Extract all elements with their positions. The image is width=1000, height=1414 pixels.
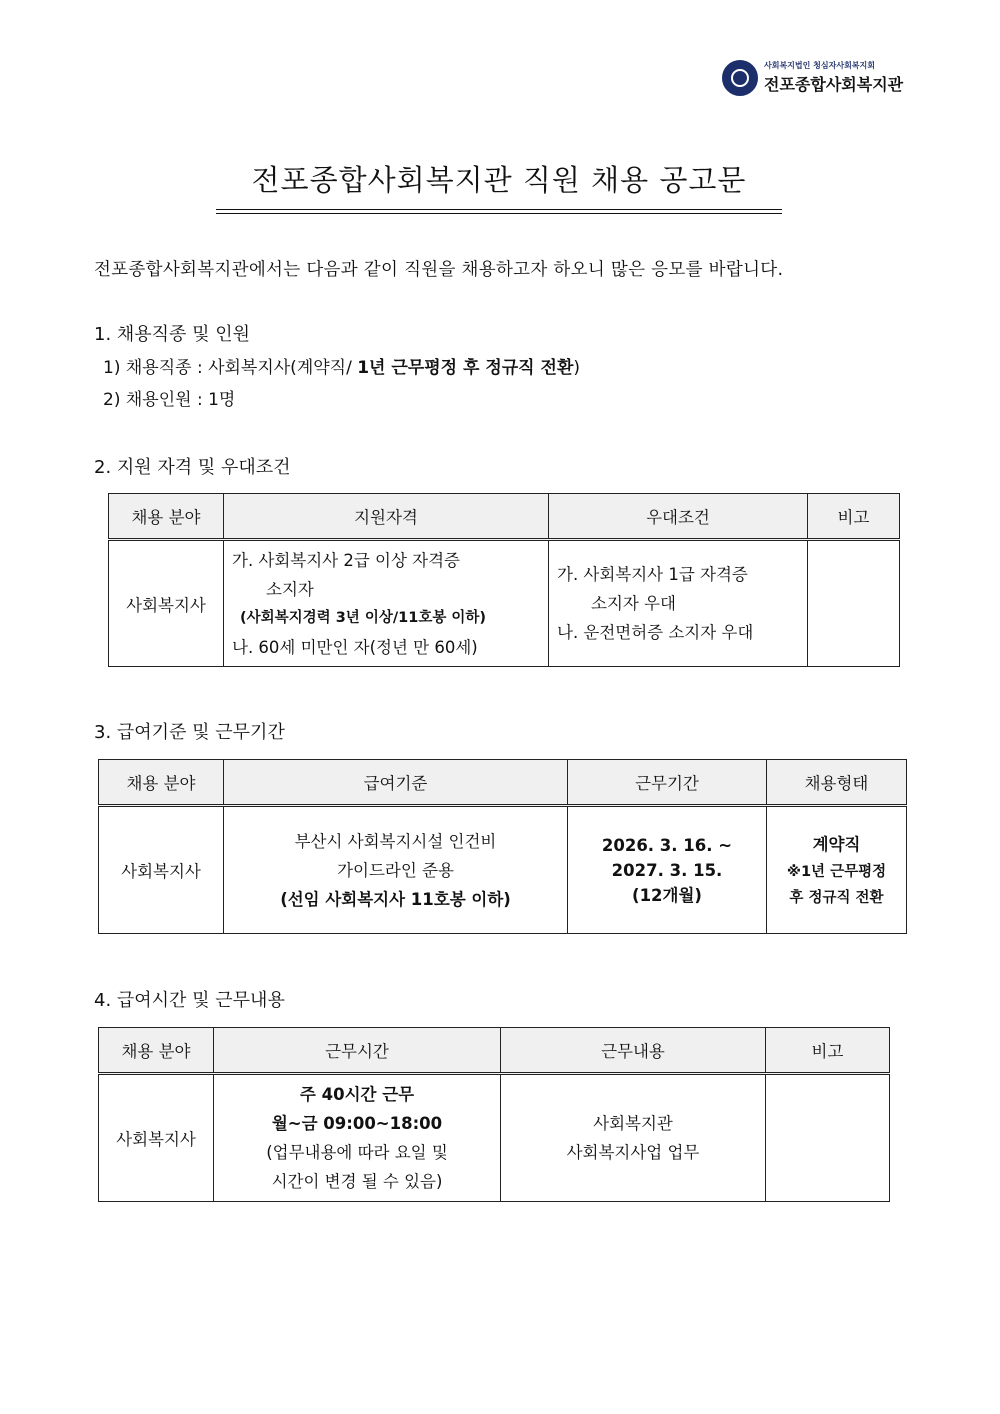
header-qualification: 지원자격 <box>224 494 549 540</box>
time-line-bold: 월~금 09:00~18:00 <box>271 1114 443 1133</box>
header-field: 채용 분야 <box>109 494 224 540</box>
cell-field: 사회복지사 <box>99 1074 214 1202</box>
cell-pay <box>224 806 568 934</box>
worktime-table <box>98 1027 890 1202</box>
type-line: 후 정규직 전환 <box>789 889 884 906</box>
period-line: 2027. 3. 15. <box>611 860 723 880</box>
pay-line: 부산시 사회복지시설 인건비 <box>294 831 497 851</box>
title-underline-double <box>216 213 782 214</box>
table-row <box>99 806 907 934</box>
table-row <box>109 540 900 667</box>
table-header-row <box>99 760 907 806</box>
table-row <box>99 1074 890 1202</box>
cell-time <box>214 1074 501 1202</box>
duty-line: 사회복지사업 업무 <box>566 1143 700 1162</box>
intro-text: 전포종합사회복지관에서는 다음과 같이 직원을 채용하고자 하오니 많은 응모를 바랍니다. <box>94 260 784 280</box>
pref-line: 나. 운전면허증 소지자 우대 <box>557 623 754 642</box>
title-block <box>216 158 782 214</box>
cell-field: 사회복지사 <box>109 540 224 667</box>
table-header-row <box>99 1028 890 1074</box>
header-note: 비고 <box>808 494 900 540</box>
time-line: (업무내용에 따라 요일 및 <box>266 1143 448 1162</box>
page-title: 전포종합사회복지관 직원 채용 공고문 <box>251 163 747 197</box>
period-line: 2026. 3. 16. ~ <box>601 835 733 855</box>
header-period: 근무기간 <box>568 760 767 806</box>
pay-line-bold: (선임 사회복지사 11호봉 이하) <box>280 889 511 909</box>
section3-heading: 3. 급여기준 및 근무기간 <box>94 722 285 743</box>
type-line: 계약직 <box>812 834 861 854</box>
cell-qualification <box>224 540 549 667</box>
logo-name: 전포종합사회복지관 <box>764 75 904 94</box>
cell-preference <box>549 540 808 667</box>
item1-bold: 1년 근무평정 후 정규직 전환 <box>357 358 574 378</box>
time-line-bold: 주 40시간 근무 <box>299 1085 415 1104</box>
item1-prefix: 1) 채용직종 : 사회복지사(계약직/ <box>103 358 358 378</box>
organization-logo <box>722 60 912 100</box>
header-type: 채용형태 <box>767 760 907 806</box>
qual-line-bold: (사회복지경력 3년 이상/11호봉 이하) <box>240 609 487 626</box>
qual-line: 소지자 <box>266 579 314 599</box>
seal-icon <box>722 60 758 96</box>
header-time: 근무시간 <box>214 1028 501 1074</box>
cell-period <box>568 806 767 934</box>
logo-subtitle: 사회복지법인 청심자사회복지회 <box>764 61 875 70</box>
pref-line: 가. 사회복지사 1급 자격증 <box>557 565 748 584</box>
section1-item1 <box>103 353 580 378</box>
period-line: (12개월) <box>632 885 702 905</box>
time-line: 시간이 변경 될 수 있음) <box>271 1172 443 1191</box>
cell-note <box>766 1074 890 1202</box>
section1-heading: 1. 채용직종 및 인원 <box>94 324 251 345</box>
duty-line: 사회복지관 <box>593 1114 673 1133</box>
salary-table <box>98 759 907 934</box>
title-underline <box>216 209 782 210</box>
qual-line: 가. 사회복지사 2급 이상 자격증 <box>232 550 460 570</box>
header-field: 채용 분야 <box>99 1028 214 1074</box>
section2-heading: 2. 지원 자격 및 우대조건 <box>94 457 291 478</box>
section1-item2: 2) 채용인원 : 1명 <box>103 390 236 410</box>
table-header-row <box>109 494 900 540</box>
header-field: 채용 분야 <box>99 760 224 806</box>
cell-note <box>808 540 900 667</box>
header-preference: 우대조건 <box>549 494 808 540</box>
header-pay: 급여기준 <box>224 760 568 806</box>
pref-line: 소지자 우대 <box>591 594 676 613</box>
pay-line: 가이드라인 준용 <box>337 860 454 880</box>
cell-field: 사회복지사 <box>99 806 224 934</box>
header-note: 비고 <box>766 1028 890 1074</box>
cell-type <box>767 806 907 934</box>
section4-heading: 4. 급여시간 및 근무내용 <box>94 990 285 1011</box>
qualification-table <box>108 493 900 667</box>
header-duty: 근무내용 <box>501 1028 766 1074</box>
item1-suffix: ) <box>573 358 581 378</box>
qual-line: 나. 60세 미만인 자(정년 만 60세) <box>232 637 478 657</box>
type-line: ※1년 근무평정 <box>786 863 887 880</box>
cell-duty <box>501 1074 766 1202</box>
